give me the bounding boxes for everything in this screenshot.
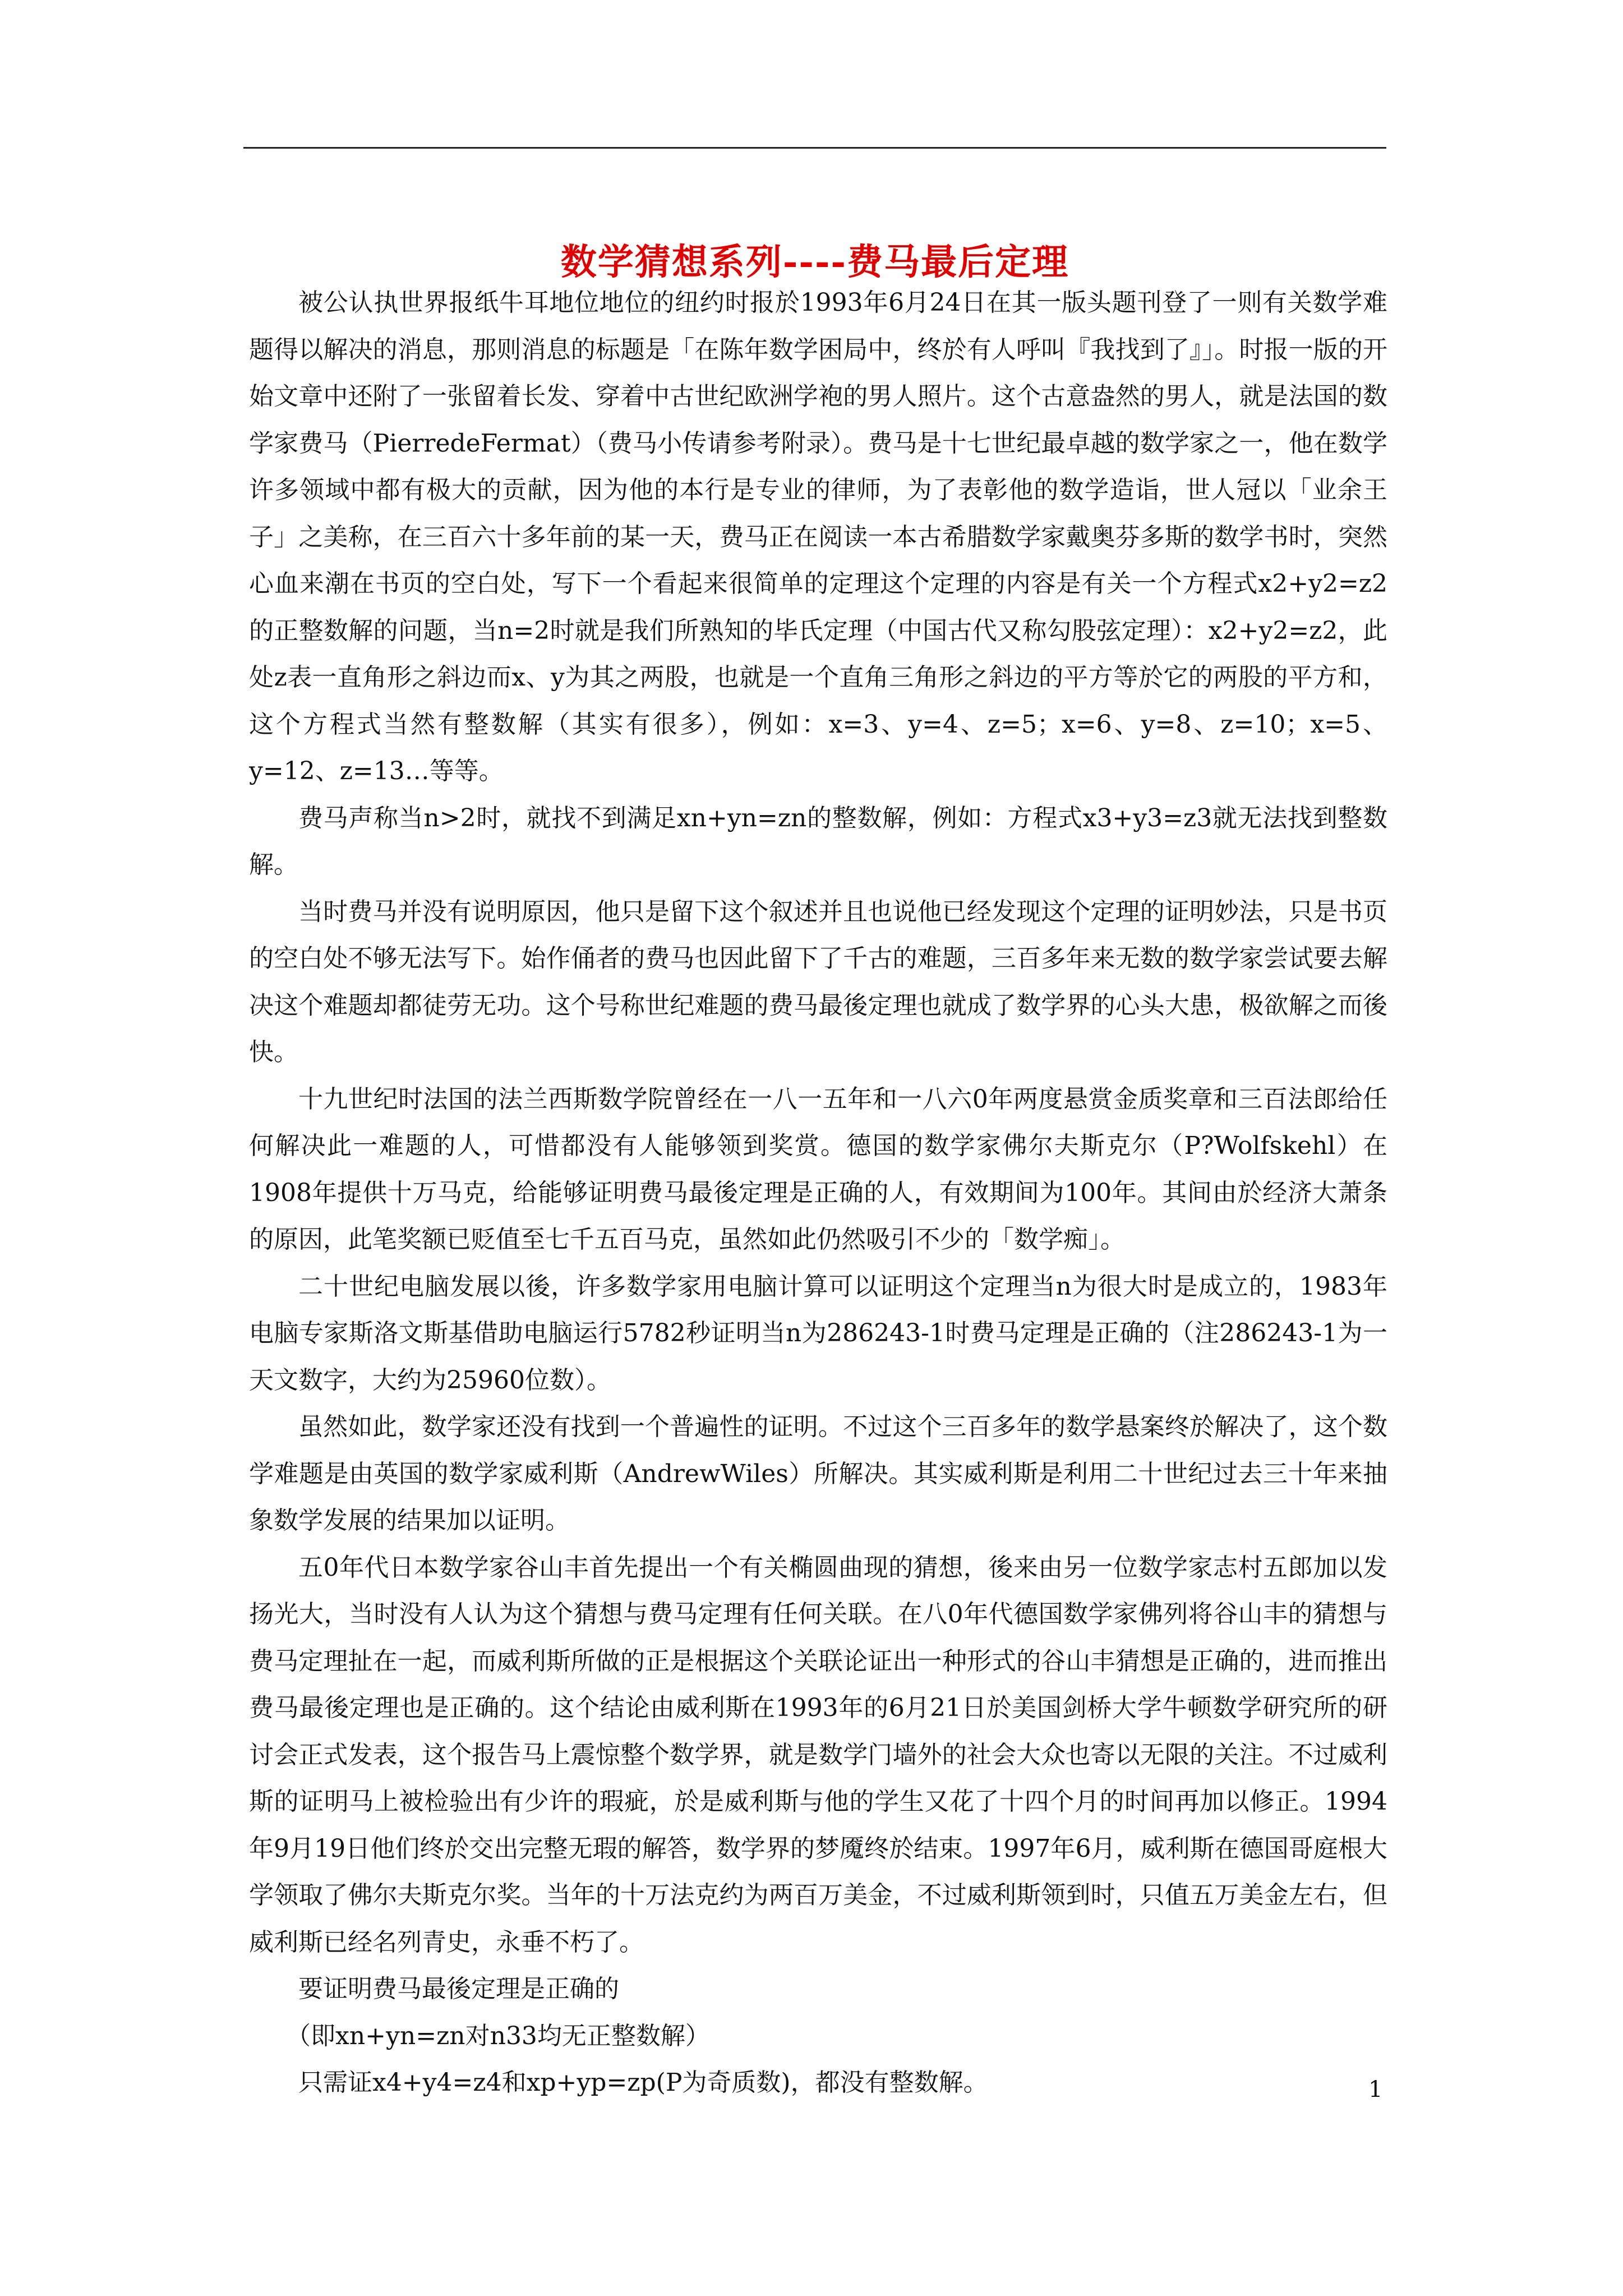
document-title: 数学猜想系列----费马最后定理 (560, 241, 1069, 283)
paragraph-proof-condition: （即xn+yn=zn对n33均无正整数解） (286, 2021, 710, 2050)
paragraph-wiles: 虽然如此，数学家还没有找到一个普遍性的证明。不过这个三百多年的数学悬案终於解决了，这个数学难题是由英国的数学家威利斯（AndrewWiles）所解决。其实威利斯是利用二十世纪过去三十年来抽象数学发展的结果加以证明。 (249, 1412, 1387, 1535)
paragraph-computers: 二十世纪电脑发展以後，许多数学家用电脑计算可以证明这个定理当n为很大时是成立的，1983年电脑专家斯洛文斯基借助电脑运行5782秒证明当n为286243-1时费马定理是正确的（注286243-1为一天文数字，大约为25960位数）。 (249, 1272, 1387, 1395)
paragraph-proof-reduction: 只需证x4+y4=z4和xp+yp=zp(P为奇质数)，都没有整数解。 (298, 2068, 988, 2097)
paragraph-taniyama: 五0年代日本数学家谷山丰首先提出一个有关椭圆曲现的猜想，後来由另一位数学家志村五郎加以发扬光大，当时没有人认为这个猜想与费马定理有任何关联。在八0年代德国数学家佛列将谷山丰的猜想与费马定理扯在一起，而威利斯所做的正是根据这个关联论证出一种形式的谷山丰猜想是正确的，进而推出费马最後定理也是正确的。这个结论由威利斯在1993年的6月21日於美国剑桥大学牛顿数学研究所的研讨会正式发表，这个报告马上震惊整个数学界，就是数学门墙外的社会大众也寄以无限的关注。不过威利斯的证明马上被检验出有少许的瑕疵，於是威利斯与他的学生又花了十四个月的时间再加以修正。1994年9月19日他们终於交出完整无瑕的解答，数学界的梦魇终於结束。1997年6月，威利斯在德国哥庭根大学领取了佛尔夫斯克尔奖。当年的十万法克约为两百万美金，不过威利斯领到时，只值五万美金左右，但威利斯已经名列青史，永垂不朽了。 (249, 1553, 1387, 1957)
paragraph-prizes: 十九世纪时法国的法兰西斯数学院曾经在一八一五年和一八六0年两度悬赏金质奖章和三百法郎给任何解决此一难题的人，可惜都没有人能够领到奖赏。德国的数学家佛尔夫斯克尔（P?Wolfskehl）在1908年提供十万马克，给能够证明费马最後定理是正确的人，有效期间为100年。其间由於经济大萧条的原因，此笔奖额已贬值至七千五百马克，虽然如此仍然吸引不少的「数学痴」。 (249, 1084, 1387, 1254)
paragraph-intro: 被公认执世界报纸牛耳地位地位的纽约时报於1993年6月24日在其一版头题刊登了一则有关数学难题得以解决的消息，那则消息的标题是「在陈年数学困局中，终於有人呼叫『我找到了』」。时报一版的开始文章中还附了一张留着长发、穿着中古世纪欧洲学袍的男人照片。这个古意盎然的男人，就是法国的数学家费马（PierredeFermat）（费马小传请参考附录）。费马是十七世纪最卓越的数学家之一，他在数学许多领域中都有极大的贡献，因为他的本行是专业的律师，为了表彰他的数学造诣，世人冠以「业余王子」之美称，在三百六十多年前的某一天，费马正在阅读一本古希腊数学家戴奥芬多斯的数学书时，突然心血来潮在书页的空白处，写下一个看起来很简单的定理这个定理的内容是有关一个方程式x2+y2=z2的正整数解的问题，当n=2时就是我们所熟知的毕氏定理（中国古代又称勾股弦定理）：x2+y2=z2，此处z表一直角形之斜边而x、y为其之两股，也就是一个直角三角形之斜边的平方等於它的两股的平方和，这个方程式当然有整数解（其实有很多），例如：x=3、y=4、z=5；x=6、y=8、z=10；x=5、y=12、z=13…等等。 (249, 288, 1387, 785)
paragraph-proof-statement: 要证明费马最後定理是正确的 (298, 1975, 619, 2003)
paragraph-fermat-claim: 费马声称当n>2时，就找不到满足xn+yn=zn的整数解，例如：方程式x3+y3=z3就无法找到整数解。 (249, 803, 1387, 879)
header-rule (243, 147, 1386, 149)
document-body (249, 279, 1387, 2106)
page-number: 1 (1368, 2077, 1383, 2102)
paragraph-margin-note: 当时费马并没有说明原因，他只是留下这个叙述并且也说他已经发现这个定理的证明妙法，只是书页的空白处不够无法写下。始作俑者的费马也因此留下了千古的难题，三百多年来无数的数学家尝试要去解决这个难题却都徒劳无功。这个号称世纪难题的费马最後定理也就成了数学界的心头大患，极欲解之而後快。 (249, 897, 1387, 1066)
